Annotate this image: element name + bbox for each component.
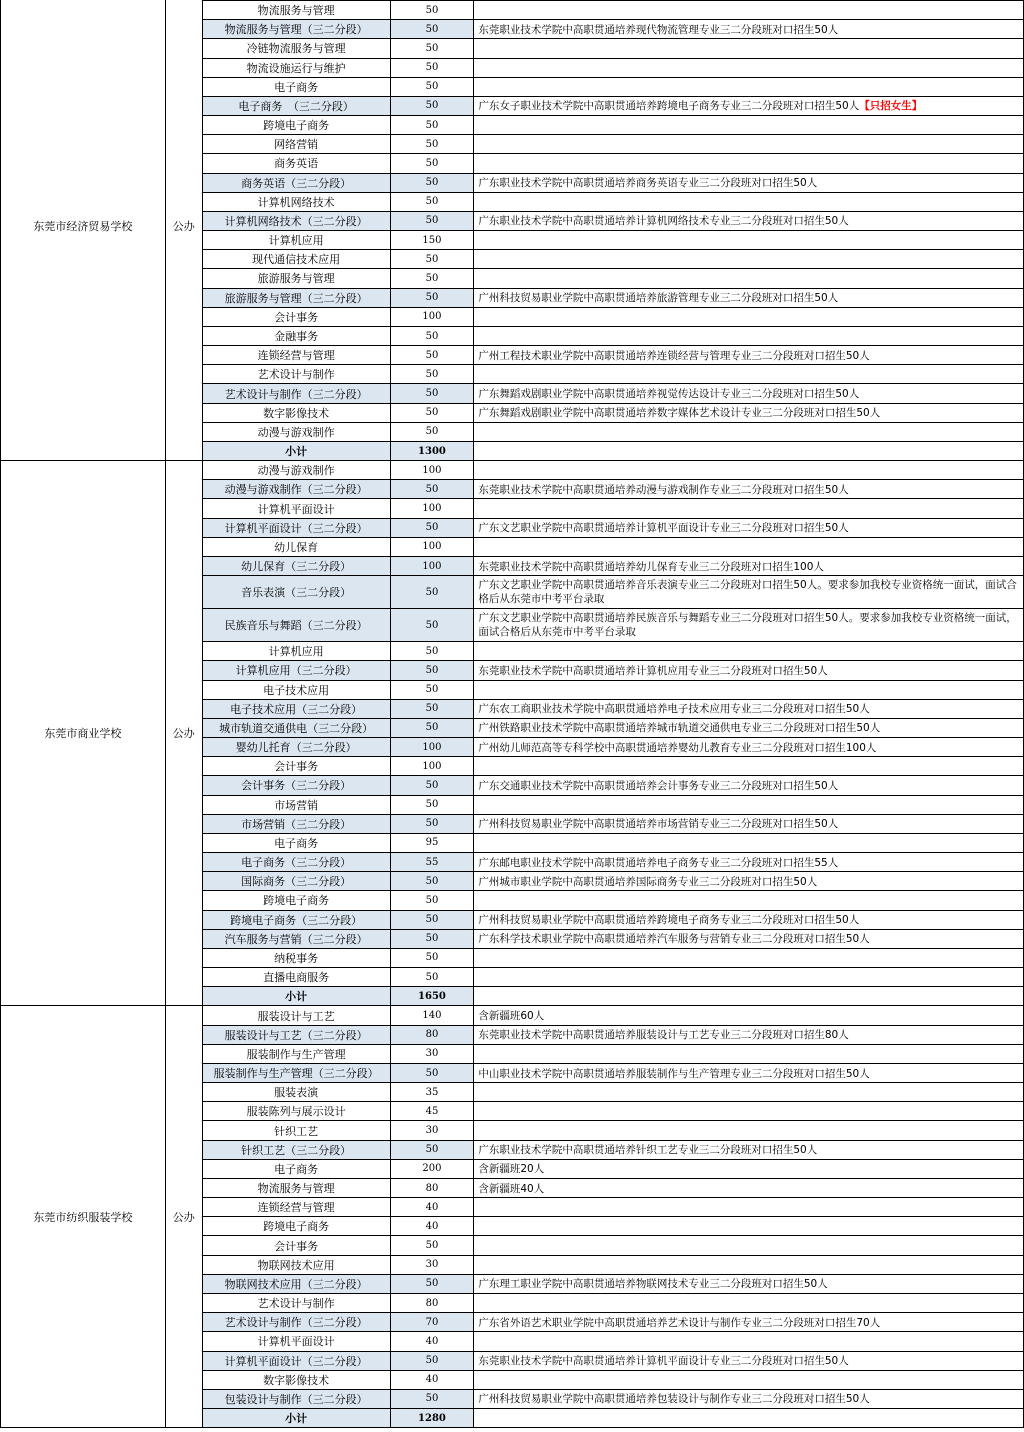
note-text: 广东省外语艺术职业学院中高职贯通培养艺术设计与制作专业三二分段班对口招生70人 — [478, 1316, 881, 1329]
quota-cell: 50 — [390, 910, 474, 929]
major-cell: 艺术设计与制作 — [202, 365, 390, 384]
note-cell — [474, 661, 1024, 680]
note-cell — [474, 1389, 1024, 1408]
quota-cell: 50 — [390, 1, 474, 20]
note-cell — [474, 1063, 1024, 1082]
note-cell — [474, 1083, 1024, 1102]
major-cell: 计算机平面设计（三二分段） — [202, 518, 390, 537]
quota-cell: 35 — [390, 1083, 474, 1102]
school-type-cell: 公办 — [165, 1006, 202, 1428]
quota-cell: 50 — [390, 1140, 474, 1159]
note-text: 广东文艺职业学院中高职贯通培养计算机平面设计专业三二分段班对口招生50人 — [478, 522, 849, 535]
quota-cell: 50 — [390, 1351, 474, 1370]
quota-cell: 30 — [390, 1121, 474, 1140]
major-cell: 旅游服务与管理 — [202, 269, 390, 288]
note-cell — [474, 250, 1024, 269]
major-cell: 包装设计与制作（三二分段） — [202, 1389, 390, 1408]
note-text: 广州城市职业学院中高职贯通培养国际商务专业三二分段班对口招生50人 — [478, 875, 818, 888]
quota-cell: 50 — [390, 518, 474, 537]
note-cell — [474, 1178, 1024, 1197]
note-cell — [474, 795, 1024, 814]
note-cell — [474, 1, 1024, 20]
note-text: 广州工程技术职业学院中高职贯通培养连锁经营与管理专业三二分段班对口招生50人 — [478, 349, 870, 362]
quota-cell: 50 — [390, 718, 474, 737]
quota-cell: 50 — [390, 135, 474, 154]
major-cell: 动漫与游戏制作 — [202, 422, 390, 441]
quota-cell: 50 — [390, 795, 474, 814]
note-cell — [474, 1255, 1024, 1274]
note-cell — [474, 116, 1024, 135]
note-cell — [474, 1102, 1024, 1121]
quota-cell: 50 — [390, 116, 474, 135]
school-name-cell: 东莞市纺织服装学校 — [1, 1006, 166, 1428]
note-text: 广东邮电职业技术学院中高职贯通培养电子商务专业三二分段班对口招生55人 — [478, 856, 839, 869]
note-cell — [474, 96, 1024, 115]
quota-cell: 50 — [390, 680, 474, 699]
quota-cell: 30 — [390, 1255, 474, 1274]
subtotal-value: 1280 — [390, 1409, 474, 1428]
quota-cell: 50 — [390, 326, 474, 345]
major-cell: 服装设计与工艺 — [202, 1006, 390, 1025]
quota-cell: 140 — [390, 1006, 474, 1025]
note-text: 广东科学技术职业学院中高职贯通培养汽车服务与营销专业三二分段班对口招生50人 — [478, 933, 870, 946]
quota-cell: 80 — [390, 1178, 474, 1197]
major-cell: 计算机应用 — [202, 642, 390, 661]
major-cell: 会计事务 — [202, 757, 390, 776]
quota-cell: 50 — [390, 96, 474, 115]
note-text: 广东职业技术学院中高职贯通培养商务英语专业三二分段班对口招生50人 — [478, 177, 818, 190]
note-text: 中山职业技术学院中高职贯通培养服装制作与生产管理专业三二分段班对口招生50人 — [478, 1067, 870, 1080]
major-cell: 连锁经营与管理 — [202, 1198, 390, 1217]
quota-cell: 50 — [390, 814, 474, 833]
major-cell: 电子技术应用 — [202, 680, 390, 699]
note-cell — [474, 1294, 1024, 1313]
major-cell: 直播电商服务 — [202, 968, 390, 987]
note-text: 东莞职业技术学院中高职贯通培养计算机平面设计专业三二分段班对口招生50人 — [478, 1355, 849, 1368]
major-cell: 电子商务 — [202, 1159, 390, 1178]
quota-cell: 50 — [390, 480, 474, 499]
quota-cell: 50 — [390, 948, 474, 967]
note-cell — [474, 20, 1024, 39]
school-name-cell: 东莞市经济贸易学校 — [1, 0, 166, 461]
quota-cell: 50 — [390, 365, 474, 384]
note-cell — [474, 833, 1024, 852]
major-cell: 服装制作与生产管理（三二分段） — [202, 1063, 390, 1082]
subtotal-label: 小计 — [202, 1409, 390, 1428]
major-cell: 计算机平面设计（三二分段） — [202, 1351, 390, 1370]
major-cell: 物流设施运行与维护 — [202, 58, 390, 77]
quota-cell: 50 — [390, 968, 474, 987]
note-text: 广东理工职业学院中高职贯通培养物联网技术专业三二分段班对口招生50人 — [478, 1278, 828, 1291]
quota-cell: 50 — [390, 346, 474, 365]
note-cell — [474, 365, 1024, 384]
quota-cell: 100 — [390, 537, 474, 556]
major-cell: 电子技术应用（三二分段） — [202, 699, 390, 718]
note-text: 广东交通职业技术学院中高职贯通培养会计事务专业三二分段班对口招生50人 — [478, 779, 839, 792]
quota-cell: 100 — [390, 307, 474, 326]
major-cell: 市场营销 — [202, 795, 390, 814]
major-cell: 电子商务（三二分段） — [202, 853, 390, 872]
note-cell — [474, 1274, 1024, 1293]
quota-cell: 30 — [390, 1044, 474, 1063]
major-cell: 电子商务 （三二分段） — [202, 96, 390, 115]
quota-cell: 100 — [390, 556, 474, 575]
note-cell — [474, 872, 1024, 891]
note-cell — [474, 135, 1024, 154]
major-cell: 计算机网络技术 — [202, 192, 390, 211]
major-cell: 计算机应用 — [202, 231, 390, 250]
major-cell: 跨境电子商务（三二分段） — [202, 910, 390, 929]
note-text: 广州科技贸易职业学院中高职贯通培养包装设计与制作专业三二分段班对口招生50人 — [478, 1393, 870, 1406]
major-cell: 会计事务 — [202, 1236, 390, 1255]
note-cell — [474, 699, 1024, 718]
quota-cell: 50 — [390, 872, 474, 891]
note-text: 广东女子职业技术学院中高职贯通培养跨境电子商务专业三二分段班对口招生50人 — [478, 100, 860, 113]
note-cell — [474, 154, 1024, 173]
major-cell: 动漫与游戏制作（三二分段） — [202, 480, 390, 499]
major-cell: 物联网技术应用（三二分段） — [202, 1274, 390, 1293]
major-cell: 针织工艺（三二分段） — [202, 1140, 390, 1159]
major-cell: 艺术设计与制作 — [202, 1294, 390, 1313]
quota-cell: 50 — [390, 1063, 474, 1082]
quota-cell: 70 — [390, 1313, 474, 1332]
note-cell — [474, 537, 1024, 556]
note-cell — [474, 718, 1024, 737]
note-cell — [474, 1044, 1024, 1063]
quota-cell: 50 — [390, 642, 474, 661]
note-cell — [474, 231, 1024, 250]
major-cell: 数字影像技术 — [202, 403, 390, 422]
note-cell — [474, 441, 1024, 460]
quota-cell: 50 — [390, 250, 474, 269]
note-cell — [474, 948, 1024, 967]
note-text: 东莞职业技术学院中高职贯通培养动漫与游戏制作专业三二分段班对口招生50人 — [478, 483, 849, 496]
note-cell — [474, 1159, 1024, 1178]
note-cell — [474, 403, 1024, 422]
subtotal-label: 小计 — [202, 441, 390, 460]
major-cell: 服装设计与工艺（三二分段） — [202, 1025, 390, 1044]
quota-cell: 50 — [390, 1389, 474, 1408]
subtotal-value: 1300 — [390, 441, 474, 460]
quota-cell: 50 — [390, 269, 474, 288]
note-cell — [474, 910, 1024, 929]
major-cell: 婴幼儿托育（三二分段） — [202, 738, 390, 757]
note-cell — [474, 987, 1024, 1006]
major-cell: 市场营销（三二分段） — [202, 814, 390, 833]
note-cell — [474, 1236, 1024, 1255]
quota-cell: 50 — [390, 929, 474, 948]
note-cell — [474, 173, 1024, 192]
note-cell — [474, 642, 1024, 661]
note-text: 广东文艺职业学院中高职贯通培养音乐表演专业三二分段班对口招生50人。要求参加我校专业资格统一面试，面试合格后从东莞市中考平台录取 — [478, 579, 1017, 606]
subtotal-label: 小计 — [202, 987, 390, 1006]
major-cell: 民族音乐与舞蹈（三二分段） — [202, 609, 390, 642]
quota-cell: 50 — [390, 39, 474, 58]
note-cell — [474, 192, 1024, 211]
quota-cell: 80 — [390, 1025, 474, 1044]
quota-cell: 50 — [390, 422, 474, 441]
note-cell — [474, 1217, 1024, 1236]
note-cell — [474, 307, 1024, 326]
note-cell — [474, 1351, 1024, 1370]
note-text: 东莞职业技术学院中高职贯通培养计算机应用专业三二分段班对口招生50人 — [478, 664, 828, 677]
quota-cell: 50 — [390, 77, 474, 96]
note-cell — [474, 1409, 1024, 1428]
note-cell — [474, 738, 1024, 757]
quota-cell: 50 — [390, 192, 474, 211]
major-cell: 物联网技术应用 — [202, 1255, 390, 1274]
major-cell: 冷链物流服务与管理 — [202, 39, 390, 58]
quota-cell: 50 — [390, 173, 474, 192]
major-cell: 电子商务 — [202, 77, 390, 96]
note-cell — [474, 1313, 1024, 1332]
quota-cell: 95 — [390, 833, 474, 852]
quota-cell: 200 — [390, 1159, 474, 1178]
quota-cell: 40 — [390, 1198, 474, 1217]
quota-cell: 100 — [390, 499, 474, 518]
major-cell: 计算机平面设计 — [202, 1332, 390, 1351]
note-cell — [474, 422, 1024, 441]
note-cell — [474, 1121, 1024, 1140]
major-cell: 汽车服务与营销（三二分段） — [202, 929, 390, 948]
major-cell: 服装制作与生产管理 — [202, 1044, 390, 1063]
major-cell: 音乐表演（三二分段） — [202, 576, 390, 609]
note-cell — [474, 77, 1024, 96]
major-cell: 电子商务 — [202, 833, 390, 852]
quota-cell: 50 — [390, 661, 474, 680]
major-cell: 幼儿保育 — [202, 537, 390, 556]
major-cell: 会计事务（三二分段） — [202, 776, 390, 795]
major-cell: 动漫与游戏制作 — [202, 461, 390, 480]
major-cell: 数字影像技术 — [202, 1370, 390, 1389]
major-cell: 计算机应用（三二分段） — [202, 661, 390, 680]
quota-cell: 50 — [390, 58, 474, 77]
major-cell: 商务英语 — [202, 154, 390, 173]
major-cell: 计算机平面设计 — [202, 499, 390, 518]
note-text: 广东舞蹈戏剧职业学院中高职贯通培养视觉传达设计专业三二分段班对口招生50人 — [478, 388, 860, 401]
note-text: 广东职业技术学院中高职贯通培养针织工艺专业三二分段班对口招生50人 — [478, 1144, 818, 1157]
note-text: 含新疆班40人 — [478, 1182, 545, 1195]
note-cell — [474, 346, 1024, 365]
quota-cell: 50 — [390, 576, 474, 609]
major-cell: 物流服务与管理 — [202, 1178, 390, 1197]
note-cell — [474, 609, 1024, 642]
note-cell — [474, 39, 1024, 58]
major-cell: 计算机网络技术（三二分段） — [202, 211, 390, 230]
major-cell: 连锁经营与管理 — [202, 346, 390, 365]
note-cell — [474, 1140, 1024, 1159]
school-type-cell: 公办 — [165, 461, 202, 1006]
note-cell — [474, 757, 1024, 776]
note-text: 广州科技贸易职业学院中高职贯通培养市场营销专业三二分段班对口招生50人 — [478, 818, 839, 831]
note-cell — [474, 480, 1024, 499]
note-cell — [474, 853, 1024, 872]
quota-cell: 40 — [390, 1217, 474, 1236]
note-cell — [474, 58, 1024, 77]
subtotal-value: 1650 — [390, 987, 474, 1006]
major-cell: 跨境电子商务 — [202, 891, 390, 910]
major-cell: 物流服务与管理 — [202, 1, 390, 20]
note-text: 广州科技贸易职业学院中高职贯通培养跨境电子商务专业三二分段班对口招生50人 — [478, 914, 860, 927]
note-cell — [474, 556, 1024, 575]
major-cell: 跨境电子商务 — [202, 1217, 390, 1236]
quota-cell: 100 — [390, 738, 474, 757]
note-text: 东莞职业技术学院中高职贯通培养现代物流管理专业三二分段班对口招生50人 — [478, 23, 839, 36]
note-cell — [474, 384, 1024, 403]
major-cell: 物流服务与管理（三二分段） — [202, 20, 390, 39]
major-cell: 金融事务 — [202, 326, 390, 345]
school-type-cell: 公办 — [165, 0, 202, 461]
major-cell: 针织工艺 — [202, 1121, 390, 1140]
note-cell — [474, 518, 1024, 537]
quota-cell: 45 — [390, 1102, 474, 1121]
table-row — [1, 461, 1024, 480]
note-cell — [474, 1370, 1024, 1389]
note-cell — [474, 499, 1024, 518]
note-cell — [474, 1006, 1024, 1025]
major-cell: 跨境电子商务 — [202, 116, 390, 135]
note-cell — [474, 461, 1024, 480]
note-cell — [474, 814, 1024, 833]
note-cell — [474, 968, 1024, 987]
note-text: 东莞职业技术学院中高职贯通培养幼儿保育专业三二分段班对口招生100人 — [478, 560, 824, 573]
major-cell: 纳税事务 — [202, 948, 390, 967]
quota-cell: 50 — [390, 1236, 474, 1255]
note-cell — [474, 680, 1024, 699]
major-cell: 网络营销 — [202, 135, 390, 154]
quota-cell: 50 — [390, 1274, 474, 1293]
major-cell: 服装表演 — [202, 1083, 390, 1102]
note-cell — [474, 891, 1024, 910]
note-cell — [474, 929, 1024, 948]
quota-cell: 55 — [390, 853, 474, 872]
note-cell — [474, 211, 1024, 230]
quota-cell: 50 — [390, 384, 474, 403]
quota-cell: 40 — [390, 1370, 474, 1389]
quota-cell: 50 — [390, 403, 474, 422]
note-text: 广州幼儿师范高等专科学校中高职贯通培养婴幼儿教育专业三二分段班对口招生100人 — [478, 741, 877, 754]
quota-cell: 100 — [390, 461, 474, 480]
note-cell — [474, 326, 1024, 345]
note-text: 广东文艺职业学院中高职贯通培养民族音乐与舞蹈专业三二分段班对口招生50人。要求参加我校专业资格统一面试，面试合格后从东莞市中考平台录取 — [478, 612, 1017, 639]
major-cell: 商务英语（三二分段） — [202, 173, 390, 192]
note-cell — [474, 1332, 1024, 1351]
note-cell — [474, 1198, 1024, 1217]
note-cell — [474, 576, 1024, 609]
table-row — [1, 1006, 1024, 1025]
quota-cell: 100 — [390, 757, 474, 776]
quota-cell: 50 — [390, 609, 474, 642]
note-text: 广州铁路职业技术学院中高职贯通培养城市轨道交通供电专业三二分段班对口招生50人 — [478, 722, 881, 735]
school-name-cell: 东莞市商业学校 — [1, 461, 166, 1006]
note-text: 广州科技贸易职业学院中高职贯通培养旅游管理专业三二分段班对口招生50人 — [478, 292, 839, 305]
major-cell: 艺术设计与制作（三二分段） — [202, 384, 390, 403]
note-text: 广东舞蹈戏剧职业学院中高职贯通培养数字媒体艺术设计专业三二分段班对口招生50人 — [478, 407, 881, 420]
major-cell: 国际商务（三二分段） — [202, 872, 390, 891]
major-cell: 艺术设计与制作（三二分段） — [202, 1313, 390, 1332]
note-text: 含新疆班60人 — [478, 1010, 545, 1022]
major-cell: 现代通信技术应用 — [202, 250, 390, 269]
quota-cell: 50 — [390, 288, 474, 307]
major-cell: 旅游服务与管理（三二分段） — [202, 288, 390, 307]
major-cell: 服装陈列与展示设计 — [202, 1102, 390, 1121]
note-highlight: 【只招女生】 — [859, 100, 923, 113]
quota-cell: 50 — [390, 154, 474, 173]
note-cell — [474, 1025, 1024, 1044]
note-text: 广东职业技术学院中高职贯通培养计算机网络技术专业三二分段班对口招生50人 — [478, 215, 849, 228]
note-cell — [474, 776, 1024, 795]
quota-cell: 40 — [390, 1332, 474, 1351]
note-text: 广东农工商职业技术学院中高职贯通培养电子技术应用专业三二分段班对口招生50人 — [478, 703, 870, 716]
note-cell — [474, 269, 1024, 288]
quota-cell: 80 — [390, 1294, 474, 1313]
major-cell: 幼儿保育（三二分段） — [202, 556, 390, 575]
major-cell: 会计事务 — [202, 307, 390, 326]
quota-cell: 50 — [390, 699, 474, 718]
note-cell — [474, 288, 1024, 307]
quota-cell: 50 — [390, 20, 474, 39]
quota-cell: 50 — [390, 776, 474, 795]
major-cell: 城市轨道交通供电（三二分段） — [202, 718, 390, 737]
note-text: 含新疆班20人 — [478, 1163, 545, 1176]
quota-cell: 50 — [390, 211, 474, 230]
quota-cell: 150 — [390, 231, 474, 250]
quota-cell: 50 — [390, 891, 474, 910]
note-text: 东莞职业技术学院中高职贯通培养服装设计与工艺专业三二分段班对口招生80人 — [478, 1029, 849, 1042]
